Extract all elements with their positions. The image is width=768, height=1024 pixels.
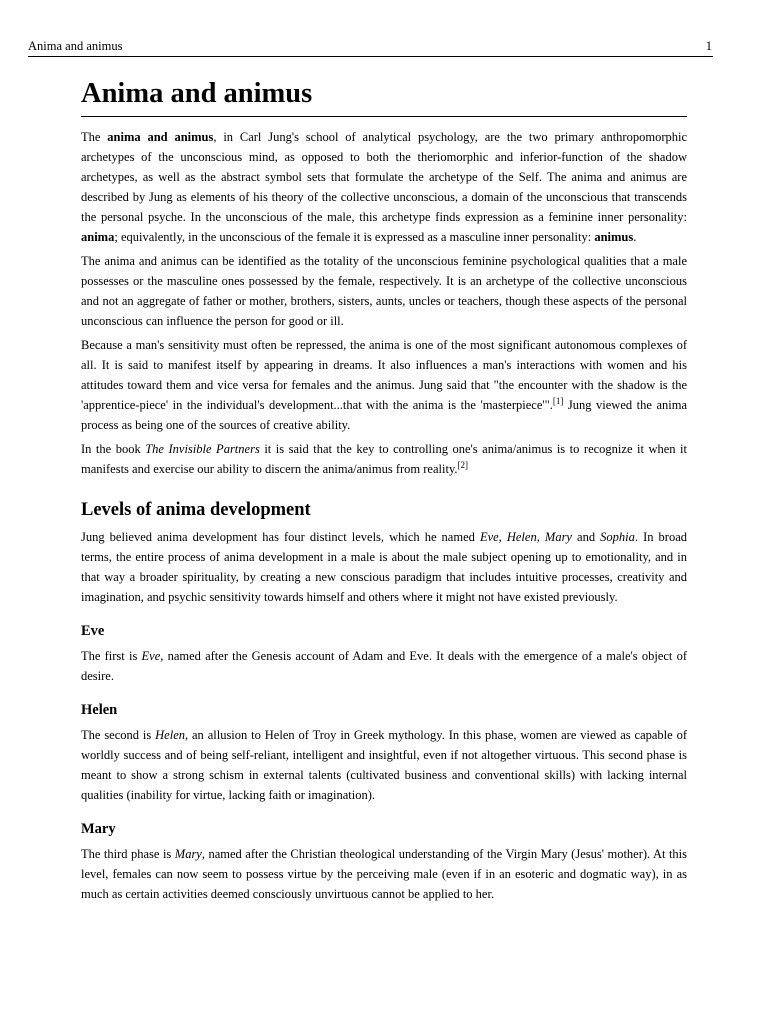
text-run: Jung viewed the anima process as being one of the sources of creative ability.: [81, 398, 687, 432]
subsection-heading-mary: Mary: [81, 821, 116, 837]
intro-paragraph-2: The anima and animus can be identified as the totality of the unconscious feminine psychological qualities that a male possesses or the masculine ones possessed by the female, respectively. It is an archetype of the collective unconscious and not an aggregate of father or mother, brothers, sisters, aunts, uncles or teachers, though these aspects of the personal unconscious can influence the person for good or ill.: [81, 254, 687, 328]
citation-ref-1[interactable]: [1]: [552, 395, 564, 406]
levels-paragraph: [81, 527, 687, 607]
subsection-heading-helen: Helen: [81, 702, 118, 718]
intro-paragraph-4: [81, 439, 687, 479]
bold-term-anima-and-animus: anima and animus: [107, 130, 214, 144]
intro-paragraph-1: [81, 127, 687, 247]
text-run: Jung believed anima development has four distinct levels, which he named: [81, 530, 480, 544]
text-run: , named after the Christian theological understanding of the Virgin Mary (Jesus' mother). At this level, females can now seem to possess virtue by the perceiving male (even if in an esoteric and dogmatic way), in as much as certain activities deemed consciously unvirtuous cannot be applied to her.: [81, 847, 687, 901]
italic-term-eve: Eve: [141, 649, 161, 663]
text-run: Because a man's sensitivity must often be repressed, the anima is one of the most significant autonomous complexes of all. It is said to manifest itself by appearing in dreams. It also influences a man's interactions with women and his attitudes toward them and vice versa for females and the animus. Jung said that "the encounter with the shadow is the 'apprentice-piece' in the individual's development...that with the anima is the 'masterpiece'".: [81, 338, 687, 412]
text-run: , named after the Genesis account of Adam and Eve. It deals with the emergence of a male's object of desire.: [81, 649, 687, 683]
text-run: ; equivalently, in the unconscious of the female it is expressed as a masculine inner personality:: [114, 230, 595, 244]
running-header: [28, 38, 713, 57]
text-run: it is said that the key to controlling one's anima/animus is to recognize it when it manifests and exercise our ability to discern the anima/animus from reality.: [81, 442, 688, 476]
article-body: [81, 76, 687, 908]
text-run: , an allusion to Helen of Troy in Greek mythology. In this phase, women are viewed as capable of worldly success and of being self-reliant, intelligent and insightful, even if not altogether virtuous. This second phase is meant to show a strong schism in external talents (cultivated business and conventional skills) with lacking internal qualities (inability for virtue, lacking faith or imagination).: [81, 728, 687, 802]
book-title: The Invisible Partners: [145, 442, 260, 456]
text-run: The: [81, 130, 108, 144]
eve-paragraph: [81, 646, 687, 686]
text-run: ,: [536, 530, 545, 544]
mary-paragraph: [81, 844, 687, 904]
intro-paragraph-3: [81, 335, 687, 435]
bold-term-anima: anima: [81, 230, 115, 244]
helen-paragraph: [81, 725, 687, 805]
bold-term-animus: animus: [594, 230, 634, 244]
text-run: The first is: [81, 649, 142, 663]
italic-term-mary: Mary: [174, 847, 202, 861]
italic-term-helen: Helen: [506, 530, 537, 544]
text-run: . In broad terms, the entire process of anima development in a male is about the male subject opening up to emotionality, and in that way a broader spirituality, by creating a new conscious paradigm that includes intuitive processes, creativity and imagination, and psychic sensitivity towards himself and others where it might not have existed previously.: [81, 530, 688, 604]
italic-term-eve: Eve: [479, 530, 499, 544]
section-heading-levels: Levels of anima development: [81, 500, 311, 520]
running-header-title: Anima and animus: [28, 39, 123, 53]
text-run: The second is: [81, 728, 156, 742]
citation-ref-2[interactable]: [2]: [457, 459, 469, 470]
article-title: Anima and animus: [81, 76, 687, 117]
italic-term-mary: Mary: [544, 530, 572, 544]
text-run: The third phase is: [81, 847, 175, 861]
text-run: and: [571, 530, 601, 544]
text-run: ,: [498, 530, 507, 544]
page-number: 1: [705, 39, 712, 53]
italic-term-helen: Helen: [155, 728, 185, 742]
text-run: .: [633, 230, 637, 244]
italic-term-sophia: Sophia: [600, 530, 635, 544]
text-run: In the book: [81, 442, 146, 456]
text-run: , in Carl Jung's school of analytical psychology, are the two primary anthropomorphic archetypes of the unconscious mind, as opposed to both the theriomorphic and inferior-function of the shadow archetypes, as well as the abstract symbol sets that formulate the archetype of the Self. The anima and animus are described by Jung as elements of his theory of the collective unconscious, a domain of the unconscious that transcends the personal psyche. In the unconscious of the male, this archetype finds expression as a feminine inner personality:: [81, 130, 688, 224]
subsection-heading-eve: Eve: [81, 623, 105, 639]
